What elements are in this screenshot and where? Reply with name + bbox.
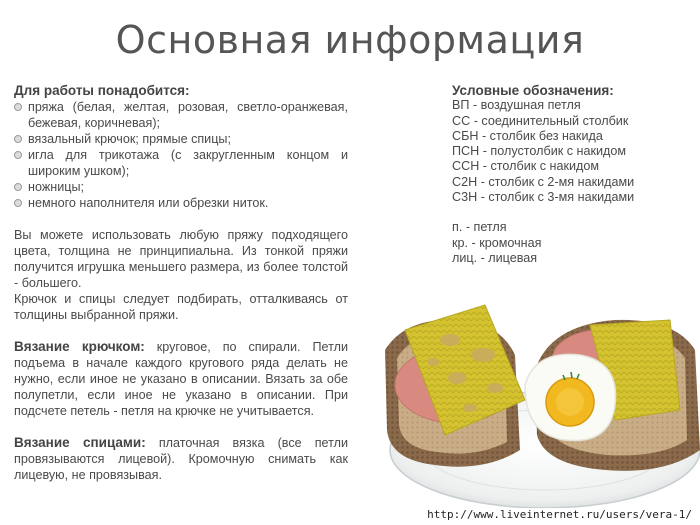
page-title: Основная информация [115,18,585,62]
right-sandwich [525,320,700,471]
instructions-column [14,83,348,483]
left-sandwich [385,305,525,467]
egg [525,354,616,440]
materials-list [14,99,348,211]
list-item: ВП - воздушная петля [452,98,581,113]
yarn-paragraph: Вы можете использовать любую пряжу подходящего цвета, толщина не принципиальна. Из тонкой пряжи получится игрушка меньшего размера, из более толстой - большего. [14,228,348,290]
list-item: СС - соединительный столбик [452,113,629,128]
list-item: С2Н - столбик с 2-мя накидами [452,174,635,189]
list-item: СБН - столбик без накида [452,128,603,143]
list-item: пряжа (белая, желтая, розовая, светло-оранжевая, бежевая, коричневая); [14,99,348,131]
list-item: ПСН - полустолбик с накидом [452,144,627,159]
list-item: немного наполнителя или обрезки ниток. [14,195,348,211]
list-item: ССН - столбик с накидом [452,159,600,174]
knitting-label: Вязание спицами: [14,435,146,450]
bullet-icon [14,135,22,143]
tools-paragraph: Крючок и спицы следует подбирать, отталкиваясь от толщины выбранной пряжи. [14,292,348,322]
crochet-text: круговое, по спирали. Петли подъема в начале каждого кругового ряда делать не нужно, если иное не указано в описании. Вязать за обе полупетли, если иное не указано в описании. При подсчете петель - петля на крючке не учитывается. [14,340,348,418]
list-item: игла для трикотажа (с закругленным концом и широким ушком); [14,147,348,179]
bullet-icon [14,183,22,191]
crochet-sandwich-photo [375,300,700,510]
bullet-icon [14,199,22,207]
source-url[interactable]: http://www.liveinternet.ru/users/vera-1/ [427,508,692,521]
list-item: ножницы; [14,179,348,195]
list-item: п. - петля [452,220,507,235]
abbreviation-legend [452,220,692,266]
crochet-label: Вязание крючком: [14,339,145,354]
list-item: С3Н - столбик с 3-мя накидами [452,190,635,205]
bullet-icon [14,151,22,159]
knitting-paragraph [14,435,348,483]
knitting-text: платочная вязка (все петли провязываются лицевой). Кромочную снимать как лицевую, не провязывая. [14,436,349,482]
list-item: кр. - кромочная [452,235,542,250]
legend-heading: Условные обозначения: [452,83,614,98]
list-item: лиц. - лицевая [452,250,538,265]
list-item: вязальный крючок; прямые спицы; [14,131,348,147]
materials-heading: Для работы понадобится: [14,83,190,98]
crochet-paragraph [14,339,348,419]
bullet-icon [14,103,22,111]
legend-column [452,83,692,266]
stitch-legend [452,98,692,205]
